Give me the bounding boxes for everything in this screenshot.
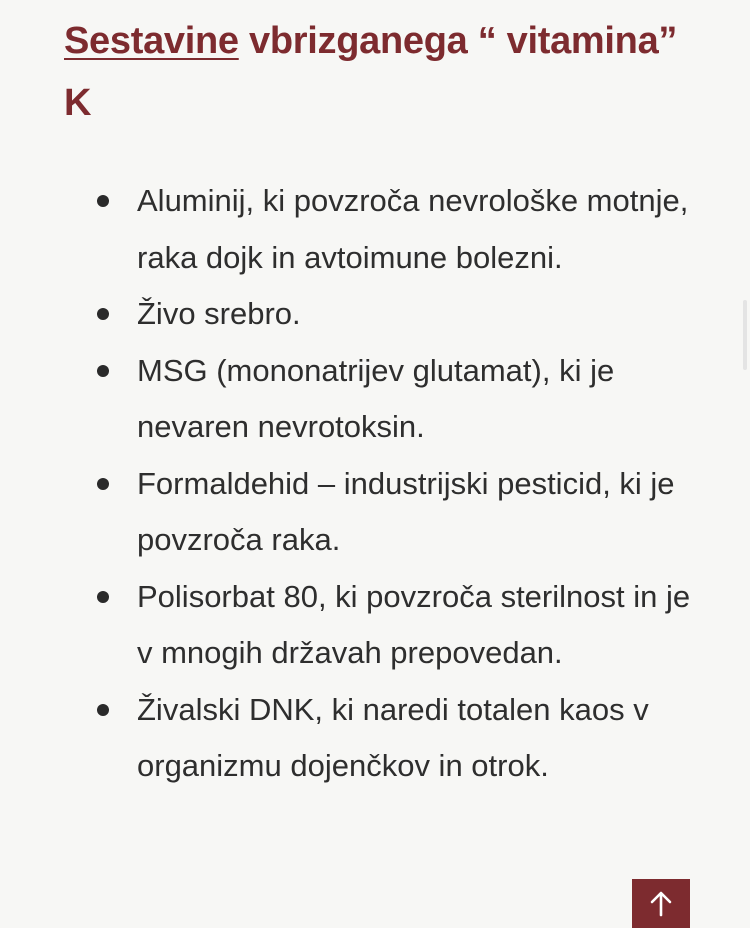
scroll-to-top-button[interactable]: [632, 879, 690, 928]
heading-text: vbrizganega “ vitamina” K: [64, 20, 678, 124]
list-item: [0, 343, 750, 456]
list-item-text: Aluminij, ki povzroča nevrološke motnje, raka dojk in avtoimune bolezni.: [137, 183, 689, 275]
heading-link[interactable]: Sestavine: [64, 20, 239, 62]
list-item: [0, 456, 750, 569]
bullet-icon: [97, 704, 109, 716]
list-item-text: Živo srebro.: [137, 296, 301, 331]
bullet-icon: [97, 591, 109, 603]
list-item-text: Formaldehid – industrijski pesticid, ki je povzroča raka.: [137, 465, 675, 557]
list-item-text: Živalski DNK, ki naredi totalen kaos v organizmu dojenčkov in otrok.: [137, 691, 649, 783]
ingredient-list: [0, 173, 750, 795]
list-item: [0, 682, 750, 795]
bullet-icon: [97, 308, 109, 320]
scrollbar[interactable]: [743, 300, 747, 370]
list-item: [0, 286, 750, 343]
list-item: [0, 569, 750, 682]
bullet-icon: [97, 365, 109, 377]
list-item: [0, 173, 750, 286]
bullet-icon: [97, 195, 109, 207]
list-item-text: Polisorbat 80, ki povzroča sterilnost in je v mnogih državah prepovedan.: [137, 578, 691, 670]
list-item-text: MSG (mononatrijev glutamat), ki je nevaren nevrotoksin.: [137, 352, 615, 444]
bullet-icon: [97, 478, 109, 490]
section-heading: [64, 10, 684, 134]
arrow-up-icon: [650, 891, 672, 917]
